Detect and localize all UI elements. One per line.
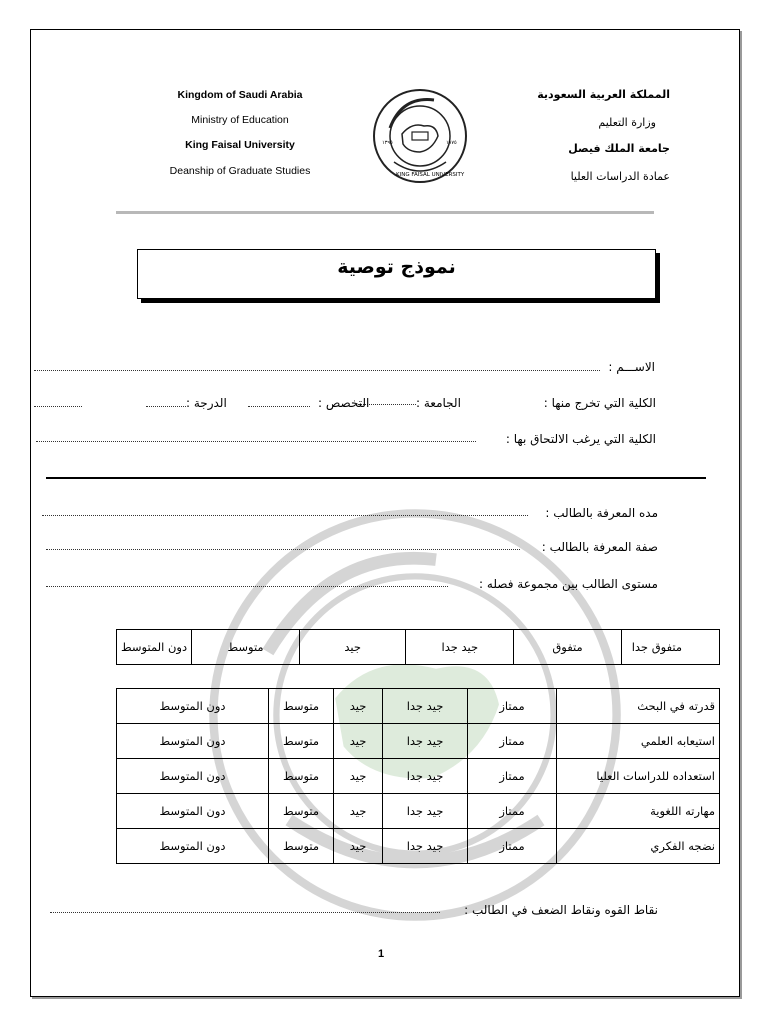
rating-cell[interactable]: دون المتوسط	[117, 829, 269, 864]
rating-cell[interactable]: متوسط	[269, 759, 334, 794]
rating-cell[interactable]: ممتاز	[468, 689, 557, 724]
field-acquaintance-type-label: صفة المعرفة بالطالب :	[541, 540, 658, 554]
table-row	[117, 759, 720, 794]
field-name-label: الاســـم :	[608, 360, 655, 374]
rating-cell[interactable]: جيد	[334, 724, 383, 759]
header-en-line-2: Ministry of Education	[191, 114, 289, 126]
level-cell[interactable]: متوسط	[192, 630, 300, 665]
field-university-label: الجامعة :	[416, 396, 461, 410]
header-en-line-1: Kingdom of Saudi Arabia	[177, 89, 303, 101]
criterion-cell: نضجه الفكري	[557, 829, 720, 864]
rating-cell[interactable]: دون المتوسط	[117, 724, 269, 759]
field-target-college-label: الكلية التي يرغب الالتحاق بها :	[505, 432, 656, 446]
header-divider	[116, 211, 654, 214]
rating-cell[interactable]: جيد	[334, 829, 383, 864]
table-row	[117, 630, 720, 665]
criterion-cell: مهارته اللغوية	[557, 794, 720, 829]
form-title: نموذج توصية	[337, 256, 456, 278]
field-name-line[interactable]	[34, 370, 600, 371]
field-target-college-line[interactable]	[36, 441, 476, 442]
rating-cell[interactable]: ممتاز	[468, 829, 557, 864]
field-degree-line[interactable]	[34, 406, 82, 407]
field-grad-college-label: الكلية التي تخرج منها :	[543, 396, 656, 410]
field-strengths-label: نقاط القوه ونقاط الضعف في الطالب :	[464, 903, 658, 917]
field-specialty-line[interactable]	[146, 406, 186, 407]
field-specialty-label: التخصص :	[318, 396, 370, 410]
rating-cell[interactable]: متوسط	[269, 794, 334, 829]
section-divider	[46, 477, 706, 479]
header-ar-line-1: المملكة العربية السعودية	[537, 88, 670, 101]
rating-cell[interactable]: جيد جدا	[383, 759, 468, 794]
header-en-line-4: Deanship of Graduate Studies	[169, 165, 311, 177]
field-university-line[interactable]	[248, 406, 310, 407]
rating-cell[interactable]: دون المتوسط	[117, 689, 269, 724]
header-ar-line-4: عمادة الدراسات العليا	[570, 170, 670, 183]
field-acquaintance-period-label: مده المعرفة بالطالب :	[545, 506, 658, 520]
svg-text:١٩٧٥: ١٩٧٥	[446, 140, 457, 146]
rating-cell[interactable]: متوسط	[269, 724, 334, 759]
criterion-cell: قدرته في البحث	[557, 689, 720, 724]
level-cell[interactable]: جيد جدا	[406, 630, 514, 665]
rating-cell[interactable]: ممتاز	[468, 724, 557, 759]
rating-cell[interactable]: ممتاز	[468, 759, 557, 794]
field-acquaintance-period-line[interactable]	[42, 515, 528, 516]
rating-cell[interactable]: جيد	[334, 759, 383, 794]
table-row	[117, 724, 720, 759]
svg-text:KING FAISAL UNIVERSITY: KING FAISAL UNIVERSITY	[396, 172, 465, 178]
header-ar-line-2: وزارة التعليم	[598, 116, 656, 129]
rating-table	[116, 688, 720, 864]
rating-cell[interactable]: جيد جدا	[383, 829, 468, 864]
level-cell[interactable]: متفوق جدا	[621, 630, 719, 665]
rating-cell[interactable]: متوسط	[269, 689, 334, 724]
field-acquaintance-type-line[interactable]	[46, 549, 520, 550]
rating-cell[interactable]: دون المتوسط	[117, 759, 269, 794]
svg-text:١٣٩٥: ١٣٩٥	[382, 140, 393, 146]
university-seal-logo	[372, 88, 468, 184]
rating-cell[interactable]: جيد	[334, 794, 383, 829]
level-cell[interactable]: دون المتوسط	[117, 630, 192, 665]
rating-cell[interactable]: دون المتوسط	[117, 794, 269, 829]
rating-cell[interactable]: جيد جدا	[383, 689, 468, 724]
field-student-level-label: مستوى الطالب بين مجموعة فصله :	[479, 577, 658, 591]
table-row	[117, 794, 720, 829]
criterion-cell: استعداده للدراسات العليا	[557, 759, 720, 794]
header-en-line-3: King Faisal University	[185, 139, 295, 151]
criterion-cell: استيعابه العلمي	[557, 724, 720, 759]
level-table	[116, 629, 720, 665]
field-student-level-line[interactable]	[46, 586, 448, 587]
rating-cell[interactable]: ممتاز	[468, 794, 557, 829]
header-ar-line-3: جامعة الملك فيصل	[568, 142, 670, 155]
level-cell[interactable]: متفوق	[514, 630, 621, 665]
field-strengths-line[interactable]	[50, 912, 440, 913]
rating-cell[interactable]: متوسط	[269, 829, 334, 864]
rating-cell[interactable]: جيد	[334, 689, 383, 724]
table-row	[117, 829, 720, 864]
table-row	[117, 689, 720, 724]
title-box	[137, 249, 656, 299]
field-degree-label: الدرجة :	[186, 396, 227, 410]
rating-cell[interactable]: جيد جدا	[383, 794, 468, 829]
rating-cell[interactable]: جيد جدا	[383, 724, 468, 759]
page-number: 1	[378, 948, 385, 960]
level-cell[interactable]: جيد	[299, 630, 405, 665]
